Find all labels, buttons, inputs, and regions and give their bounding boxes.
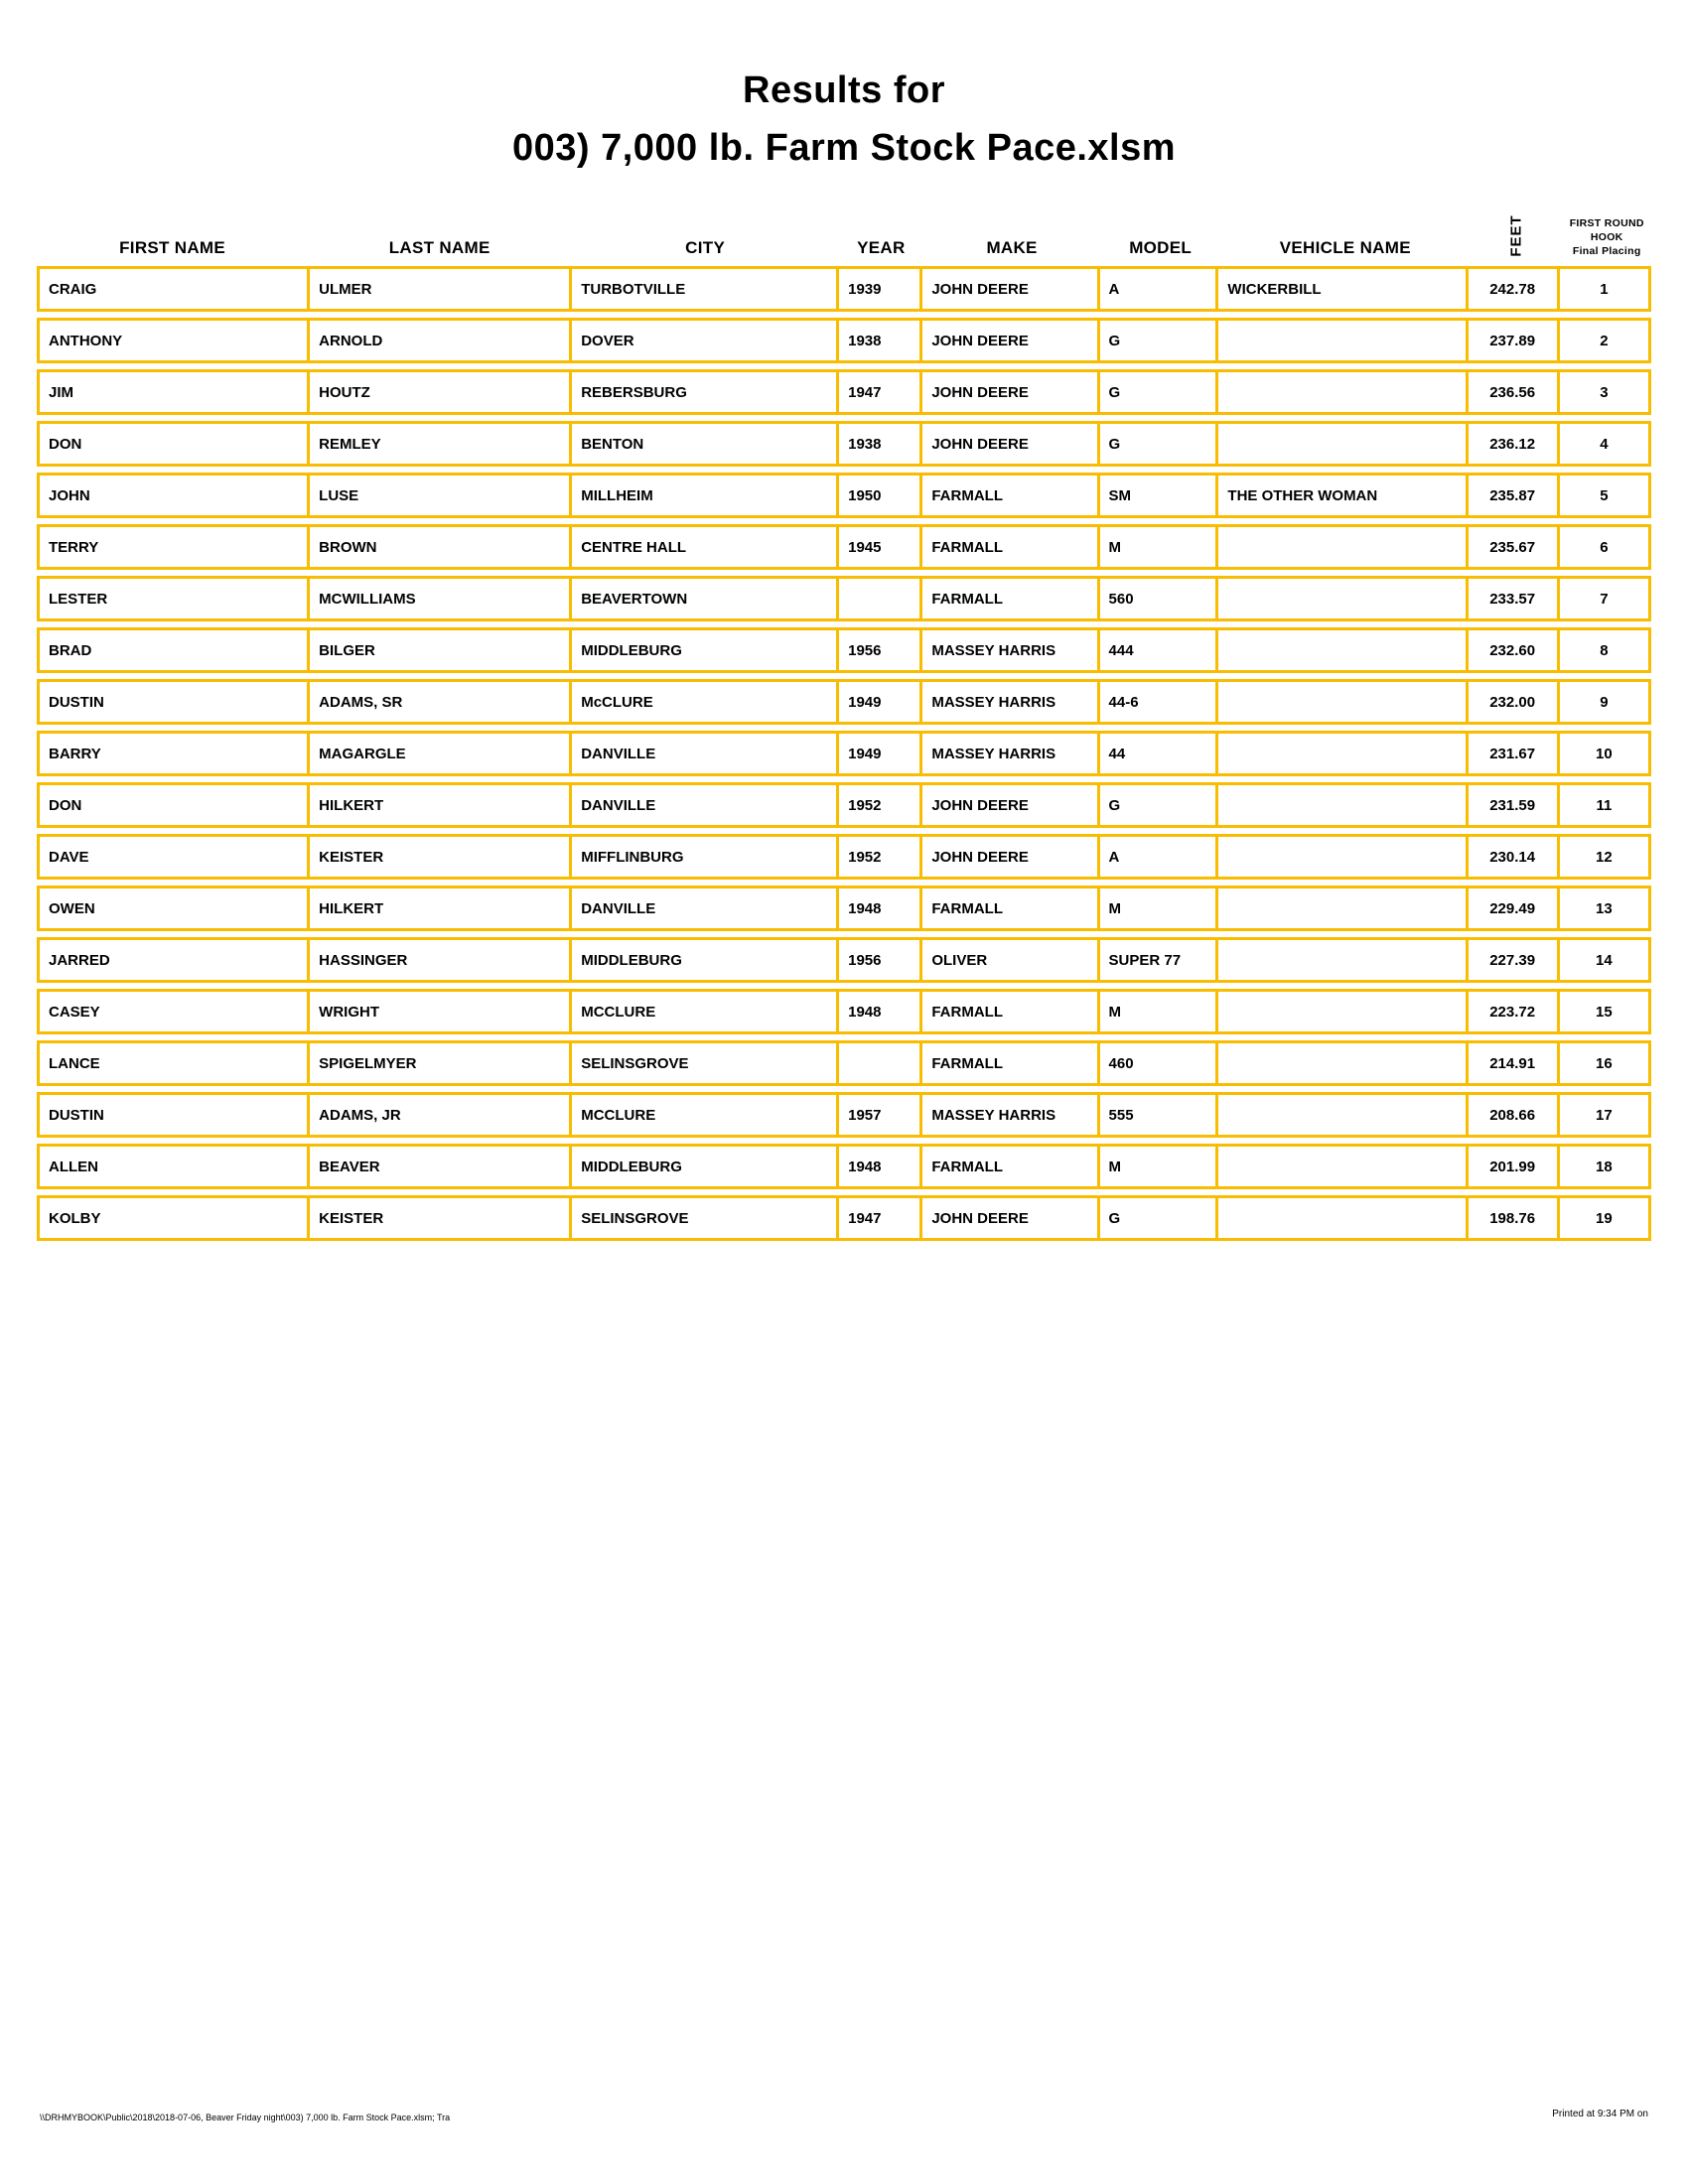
cell-feet: 232.60	[1469, 630, 1560, 670]
cell-vehicle-name	[1218, 1095, 1468, 1135]
cell-make: FARMALL	[922, 888, 1099, 928]
cell-first-name: ANTHONY	[40, 321, 310, 360]
cell-city: DANVILLE	[572, 734, 839, 773]
cell-vehicle-name	[1218, 1198, 1468, 1238]
cell-feet: 231.59	[1469, 785, 1560, 825]
footer-file-path: \\DRHMYBOOK\Public\2018\2018-07-06, Beaver Friday night\003) 7,000 lb. Farm Stock Pace.xlsm; Tra	[40, 2113, 451, 2122]
header-final-placing	[1563, 216, 1651, 258]
cell-year: 1957	[839, 1095, 922, 1135]
cell-last-name: WRIGHT	[310, 992, 572, 1031]
results-table	[37, 189, 1651, 1247]
cell-last-name: ADAMS, JR	[310, 1095, 572, 1135]
table-row	[37, 1040, 1651, 1086]
cell-model: 44-6	[1100, 682, 1219, 722]
results-table-body	[37, 266, 1651, 1241]
header-model: MODEL	[1129, 238, 1193, 257]
cell-vehicle-name	[1218, 682, 1468, 722]
cell-city: DANVILLE	[572, 785, 839, 825]
cell-last-name: BROWN	[310, 527, 572, 567]
cell-year: 1948	[839, 888, 922, 928]
cell-last-name: HILKERT	[310, 888, 572, 928]
cell-city: MIFFLINBURG	[572, 837, 839, 877]
cell-make: JOHN DEERE	[922, 424, 1099, 464]
cell-final-placing: 8	[1600, 641, 1609, 659]
cell-vehicle-name	[1218, 888, 1468, 928]
header-last-name: LAST NAME	[388, 238, 491, 257]
cell-first-name: KOLBY	[40, 1198, 310, 1238]
table-row	[37, 266, 1651, 312]
table-row	[37, 989, 1651, 1034]
table-row	[37, 731, 1651, 776]
cell-year: 1956	[839, 940, 922, 980]
cell-year: 1948	[839, 1147, 922, 1186]
cell-model: 460	[1100, 1043, 1219, 1083]
cell-vehicle-name: THE OTHER WOMAN	[1218, 476, 1468, 515]
cell-first-name: CASEY	[40, 992, 310, 1031]
cell-last-name: MCWILLIAMS	[310, 579, 572, 618]
cell-final-placing: 1	[1600, 280, 1609, 298]
cell-last-name: MAGARGLE	[310, 734, 572, 773]
table-row	[37, 473, 1651, 518]
cell-model: A	[1100, 269, 1219, 309]
cell-model: A	[1100, 837, 1219, 877]
cell-first-name: LESTER	[40, 579, 310, 618]
cell-year: 1945	[839, 527, 922, 567]
cell-feet: 229.49	[1469, 888, 1560, 928]
feet-rotated-label: FEET	[1507, 214, 1525, 257]
cell-feet: 214.91	[1469, 1043, 1560, 1083]
cell-year: 1949	[839, 734, 922, 773]
cell-vehicle-name	[1218, 424, 1468, 464]
cell-last-name: REMLEY	[310, 424, 572, 464]
cell-year: 1952	[839, 837, 922, 877]
cell-city: REBERSBURG	[572, 372, 839, 412]
cell-vehicle-name	[1218, 579, 1468, 618]
cell-city: MILLHEIM	[572, 476, 839, 515]
file-title: 003) 7,000 lb. Farm Stock Pace.xlsm	[511, 127, 1177, 169]
cell-last-name: SPIGELMYER	[310, 1043, 572, 1083]
cell-feet: 201.99	[1469, 1147, 1560, 1186]
cell-make: MASSEY HARRIS	[922, 630, 1099, 670]
cell-first-name: LANCE	[40, 1043, 310, 1083]
cell-city: MIDDLEBURG	[572, 1147, 839, 1186]
cell-last-name: KEISTER	[310, 837, 572, 877]
cell-make: JOHN DEERE	[922, 837, 1099, 877]
cell-feet: 231.67	[1469, 734, 1560, 773]
page-title	[0, 62, 1688, 177]
cell-final-placing: 17	[1596, 1106, 1613, 1124]
cell-feet: 227.39	[1469, 940, 1560, 980]
cell-make: MASSEY HARRIS	[922, 1095, 1099, 1135]
header-make: MAKE	[986, 238, 1038, 257]
cell-feet: 223.72	[1469, 992, 1560, 1031]
placing-header-line1: FIRST ROUND	[1569, 217, 1644, 229]
header-first-name: FIRST NAME	[119, 238, 226, 257]
cell-year	[839, 1043, 922, 1083]
cell-year: 1952	[839, 785, 922, 825]
cell-final-placing: 16	[1596, 1054, 1613, 1072]
cell-feet: 242.78	[1469, 269, 1560, 309]
cell-city: MIDDLEBURG	[572, 940, 839, 980]
cell-year: 1939	[839, 269, 922, 309]
table-row	[37, 627, 1651, 673]
cell-year: 1956	[839, 630, 922, 670]
table-row	[37, 886, 1651, 931]
cell-model: 555	[1100, 1095, 1219, 1135]
cell-final-placing: 13	[1596, 899, 1613, 917]
cell-first-name: JARRED	[40, 940, 310, 980]
table-row	[37, 318, 1651, 363]
cell-vehicle-name	[1218, 992, 1468, 1031]
cell-city: TURBOTVILLE	[572, 269, 839, 309]
cell-make: JOHN DEERE	[922, 1198, 1099, 1238]
cell-make: JOHN DEERE	[922, 321, 1099, 360]
cell-first-name: BRAD	[40, 630, 310, 670]
cell-feet: 235.67	[1469, 527, 1560, 567]
header-city: CITY	[685, 238, 726, 257]
cell-feet: 232.00	[1469, 682, 1560, 722]
table-row	[37, 679, 1651, 725]
cell-year: 1938	[839, 321, 922, 360]
cell-make: FARMALL	[922, 579, 1099, 618]
cell-year: 1947	[839, 372, 922, 412]
cell-vehicle-name	[1218, 1147, 1468, 1186]
cell-feet: 236.12	[1469, 424, 1560, 464]
cell-make: FARMALL	[922, 992, 1099, 1031]
cell-vehicle-name	[1218, 321, 1468, 360]
cell-city: BEAVERTOWN	[572, 579, 839, 618]
cell-feet: 198.76	[1469, 1198, 1560, 1238]
table-row	[37, 1092, 1651, 1138]
cell-model: G	[1100, 785, 1219, 825]
cell-make: JOHN DEERE	[922, 785, 1099, 825]
cell-year: 1948	[839, 992, 922, 1031]
cell-first-name: JOHN	[40, 476, 310, 515]
cell-final-placing: 12	[1596, 848, 1613, 866]
cell-vehicle-name	[1218, 372, 1468, 412]
header-year: YEAR	[857, 238, 906, 257]
cell-first-name: DON	[40, 785, 310, 825]
cell-feet: 235.87	[1469, 476, 1560, 515]
table-row	[37, 1195, 1651, 1241]
cell-year: 1938	[839, 424, 922, 464]
cell-model: M	[1100, 527, 1219, 567]
cell-final-placing: 18	[1596, 1158, 1613, 1175]
cell-model: G	[1100, 424, 1219, 464]
cell-final-placing: 10	[1596, 745, 1613, 762]
cell-city: CENTRE HALL	[572, 527, 839, 567]
cell-final-placing: 6	[1600, 538, 1609, 556]
cell-feet: 233.57	[1469, 579, 1560, 618]
cell-city: DOVER	[572, 321, 839, 360]
cell-model: 560	[1100, 579, 1219, 618]
cell-last-name: HOUTZ	[310, 372, 572, 412]
cell-model: G	[1100, 1198, 1219, 1238]
cell-first-name: JIM	[40, 372, 310, 412]
cell-make: OLIVER	[922, 940, 1099, 980]
cell-year: 1949	[839, 682, 922, 722]
cell-final-placing: 2	[1600, 332, 1609, 349]
table-row	[37, 1144, 1651, 1189]
cell-last-name: LUSE	[310, 476, 572, 515]
cell-first-name: DUSTIN	[40, 1095, 310, 1135]
cell-final-placing: 5	[1600, 486, 1609, 504]
cell-vehicle-name	[1218, 940, 1468, 980]
cell-first-name: DAVE	[40, 837, 310, 877]
cell-first-name: CRAIG	[40, 269, 310, 309]
cell-vehicle-name: WICKERBILL	[1218, 269, 1468, 309]
cell-vehicle-name	[1218, 837, 1468, 877]
cell-make: FARMALL	[922, 1147, 1099, 1186]
cell-final-placing: 4	[1600, 435, 1609, 453]
results-title: Results for	[743, 69, 945, 111]
table-header-row	[37, 189, 1651, 266]
cell-vehicle-name	[1218, 785, 1468, 825]
table-row	[37, 937, 1651, 983]
cell-make: FARMALL	[922, 476, 1099, 515]
table-row	[37, 369, 1651, 415]
cell-feet: 230.14	[1469, 837, 1560, 877]
cell-final-placing: 9	[1600, 693, 1609, 711]
cell-city: McCLURE	[572, 682, 839, 722]
cell-final-placing: 19	[1596, 1209, 1613, 1227]
cell-last-name: KEISTER	[310, 1198, 572, 1238]
cell-final-placing: 11	[1596, 796, 1613, 814]
cell-city: MCCLURE	[572, 992, 839, 1031]
table-row	[37, 524, 1651, 570]
cell-feet: 236.56	[1469, 372, 1560, 412]
cell-vehicle-name	[1218, 734, 1468, 773]
cell-first-name: ALLEN	[40, 1147, 310, 1186]
cell-city: MCCLURE	[572, 1095, 839, 1135]
cell-last-name: ARNOLD	[310, 321, 572, 360]
table-row	[37, 834, 1651, 880]
cell-first-name: TERRY	[40, 527, 310, 567]
cell-final-placing: 15	[1596, 1003, 1613, 1021]
cell-year: 1947	[839, 1198, 922, 1238]
cell-final-placing: 3	[1600, 383, 1609, 401]
cell-model: 444	[1100, 630, 1219, 670]
footer-printed-time: Printed at 9:34 PM on	[1552, 2109, 1648, 2119]
cell-make: JOHN DEERE	[922, 372, 1099, 412]
cell-city: SELINSGROVE	[572, 1198, 839, 1238]
cell-feet: 208.66	[1469, 1095, 1560, 1135]
cell-year: 1950	[839, 476, 922, 515]
cell-model: SM	[1100, 476, 1219, 515]
header-vehicle-name: VEHICLE NAME	[1279, 238, 1411, 257]
cell-first-name: DON	[40, 424, 310, 464]
cell-make: MASSEY HARRIS	[922, 682, 1099, 722]
cell-model: M	[1100, 888, 1219, 928]
cell-city: SELINSGROVE	[572, 1043, 839, 1083]
cell-first-name: DUSTIN	[40, 682, 310, 722]
cell-first-name: OWEN	[40, 888, 310, 928]
table-row	[37, 782, 1651, 828]
cell-final-placing: 7	[1600, 590, 1609, 608]
cell-model: G	[1100, 321, 1219, 360]
table-row	[37, 421, 1651, 467]
cell-model: M	[1100, 992, 1219, 1031]
cell-model: SUPER 77	[1100, 940, 1219, 980]
cell-make: MASSEY HARRIS	[922, 734, 1099, 773]
cell-vehicle-name	[1218, 527, 1468, 567]
cell-last-name: BILGER	[310, 630, 572, 670]
placing-header-line2: HOOK	[1590, 231, 1623, 243]
header-feet	[1471, 214, 1563, 258]
cell-model: 44	[1100, 734, 1219, 773]
cell-feet: 237.89	[1469, 321, 1560, 360]
cell-vehicle-name	[1218, 630, 1468, 670]
cell-city: MIDDLEBURG	[572, 630, 839, 670]
cell-year	[839, 579, 922, 618]
cell-make: FARMALL	[922, 527, 1099, 567]
cell-last-name: BEAVER	[310, 1147, 572, 1186]
cell-first-name: BARRY	[40, 734, 310, 773]
cell-make: FARMALL	[922, 1043, 1099, 1083]
cell-last-name: HILKERT	[310, 785, 572, 825]
cell-model: M	[1100, 1147, 1219, 1186]
table-row	[37, 576, 1651, 621]
cell-city: BENTON	[572, 424, 839, 464]
cell-model: G	[1100, 372, 1219, 412]
cell-city: DANVILLE	[572, 888, 839, 928]
cell-last-name: ADAMS, SR	[310, 682, 572, 722]
cell-last-name: ULMER	[310, 269, 572, 309]
placing-header-line3: Final Placing	[1572, 245, 1641, 257]
cell-vehicle-name	[1218, 1043, 1468, 1083]
cell-final-placing: 14	[1596, 951, 1613, 969]
cell-last-name: HASSINGER	[310, 940, 572, 980]
cell-make: JOHN DEERE	[922, 269, 1099, 309]
